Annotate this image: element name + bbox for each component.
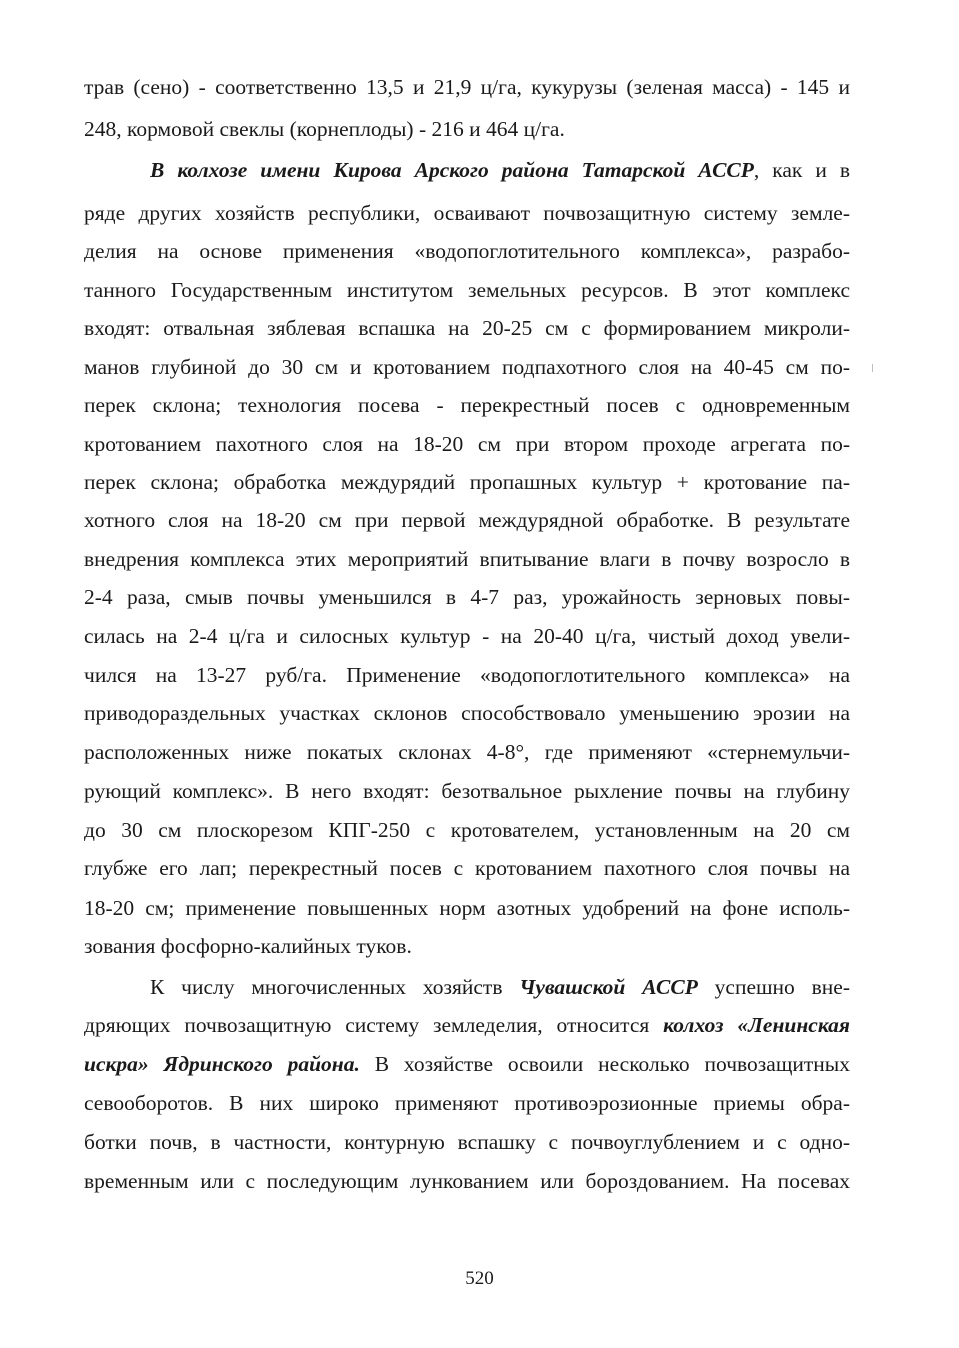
- text-line: [84, 582, 850, 612]
- text-line: [84, 893, 850, 923]
- text-line: [84, 931, 850, 961]
- text-segment: дряющих почвозащитную систему земледелия, относится: [84, 1013, 664, 1037]
- text-segment: хотного слоя на 18-20 см при первой междурядной обработке. В результате: [84, 508, 850, 532]
- text-segment: зования фосфорно-калийных туков.: [84, 934, 412, 958]
- page-number: 520: [465, 1268, 494, 1289]
- text-line: [84, 1127, 850, 1157]
- text-line: [150, 972, 850, 1002]
- text-segment: манов глубиной до 30 см и кротованием подпахотного слоя на 40-45 см по-: [84, 355, 850, 379]
- text-segment: глубже его лап; перекрестный посев с кротованием пахотного слоя почвы на: [84, 856, 850, 880]
- text-segment: входят: отвальная зяблевая вспашка на 20-25 см с формированием микроли-: [84, 316, 850, 340]
- text-segment: ботки почв, в частности, контурную вспашку с почвоуглублением и с одно-: [84, 1130, 850, 1154]
- text-segment: силась на 2-4 ц/га и силосных культур - на 20-40 ц/га, чистый доход увели-: [84, 624, 850, 648]
- text-segment: приводораздельных участках склонов способствовало уменьшению эрозии на: [84, 701, 850, 725]
- text-line: [84, 236, 850, 266]
- text-line: [84, 198, 850, 228]
- text-line: [84, 429, 850, 459]
- text-line: [84, 544, 850, 574]
- emphasized-text: В колхозе имени Кирова Арского района Татарской АССР: [150, 158, 754, 182]
- text-segment: до 30 см плоскорезом КПГ-250 с кротователем, установленным на 20 см: [84, 818, 850, 842]
- text-line: [84, 114, 850, 144]
- text-segment: временным или с последующим лункованием или бороздованием. На посевах: [84, 1169, 850, 1193]
- text-line: [84, 275, 850, 305]
- text-segment: чился на 13-27 руб/га. Применение «водопоглотительного комплекса» на: [84, 663, 850, 687]
- text-segment: рующий комплекс». В него входят: безотвальное рыхление почвы на глубину: [84, 779, 850, 803]
- text-segment: 2-4 раза, смыв почвы уменьшился в 4-7 раз, урожайность зерновых повы-: [84, 585, 850, 609]
- text-line: [84, 467, 850, 497]
- text-line: [84, 505, 850, 535]
- text-line: [84, 72, 850, 102]
- text-segment: кротованием пахотного слоя на 18-20 см при втором проходе агрегата по-: [84, 432, 850, 456]
- scan-mark: [872, 364, 873, 372]
- text-segment: расположенных ниже покатых склонах 4-8°, где применяют «стернемульчи-: [84, 740, 850, 764]
- emphasized-text: Чувашской АССР: [519, 975, 698, 999]
- text-line: [84, 737, 850, 767]
- text-segment: танного Государственным институтом земельных ресурсов. В этот комплекс: [84, 278, 850, 302]
- text-line: [84, 853, 850, 883]
- text-segment: , как и в: [753, 158, 850, 182]
- text-line: [84, 352, 850, 382]
- text-segment: ряде других хозяйств республики, осваивают почвозащитную систему земле-: [84, 201, 850, 225]
- text-segment: В хозяйстве освоили несколько почвозащитных: [359, 1052, 850, 1076]
- text-segment: внедрения комплекса этих мероприятий впитывание влаги в почву возросло в: [84, 547, 850, 571]
- text-line: [84, 1088, 850, 1118]
- text-segment: успешно вне-: [697, 975, 850, 999]
- text-segment: К числу многочисленных хозяйств: [150, 975, 520, 999]
- text-segment: делия на основе применения «водопоглотительного комплекса», разрабо-: [84, 239, 850, 263]
- text-line: [84, 390, 850, 420]
- text-line: [84, 660, 850, 690]
- text-line: [84, 698, 850, 728]
- text-line: [84, 815, 850, 845]
- text-line: [150, 155, 850, 185]
- emphasized-text: искра» Ядринского района.: [84, 1052, 360, 1076]
- emphasized-text: колхоз «Ленинская: [663, 1013, 850, 1037]
- text-segment: севооборотов. В них широко применяют противоэрозионные приемы обра-: [84, 1091, 850, 1115]
- text-segment: 18-20 см; применение повышенных норм азотных удобрений на фоне исполь-: [84, 896, 850, 920]
- text-line: [84, 621, 850, 651]
- text-line: [84, 1049, 850, 1079]
- text-line: [84, 776, 850, 806]
- text-segment: 248, кормовой свеклы (корнеплоды) - 216 и 464 ц/га.: [84, 117, 565, 141]
- text-segment: трав (сено) - соответственно 13,5 и 21,9 ц/га, кукурузы (зеленая масса) - 145 и: [84, 75, 850, 99]
- text-line: [84, 1166, 850, 1196]
- text-line: [84, 313, 850, 343]
- text-segment: перек склона; обработка междурядий пропашных культур + кротование па-: [84, 470, 850, 494]
- text-line: [84, 1010, 850, 1040]
- text-segment: перек склона; технология посева - перекрестный посев с одновременным: [84, 393, 850, 417]
